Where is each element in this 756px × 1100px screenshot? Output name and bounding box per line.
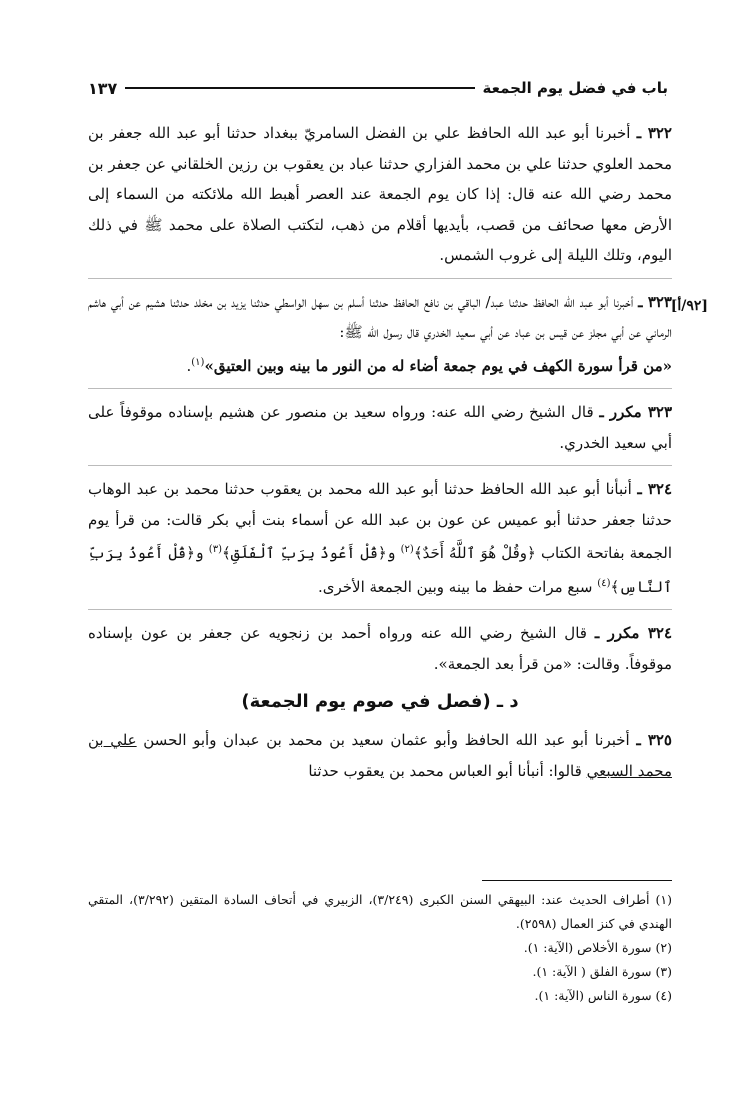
- hadith-text: أنبأنا أبو عبد الله الحافظ حدثنا أبو عبد الله محمد بن يعقوب حدثنا محمد بن عبد الوهاب حدثنا جعفر حدثنا أبو عميس عن عون بن عبد الله عن أسماء بنت أبي بكر قالت: من قرأ يوم الجمعة بفاتحة الكتاب: [88, 480, 672, 562]
- conjunction: و: [386, 544, 396, 562]
- hadith-number: ٣٢٢ ـ: [636, 124, 672, 142]
- prophetic-quote: «من قرأ سورة الكهف في يوم جمعة أضاء له من النور ما بينه وبين العتيق»: [204, 356, 672, 375]
- paragraph-divider: [88, 465, 672, 466]
- hadith-323: [88, 287, 708, 382]
- footnote: (١) أطراف الحديث عند: البيهقي السنن الكبرى (٣/٢٤٩)، الزبيري في أتحاف السادة المتقين (٣/٢٩٢)، المتقي الهندي في كنز العمال (٢٥٩٨).: [88, 892, 672, 931]
- hadith-text: قال الشيخ رضي الله عنه ورواه أحمد بن زنجويه عن جعفر بن عون بإسناده موقوفاً. وقالت: «من قرأ بعد الجمعة».: [88, 624, 672, 673]
- hadith-text: سبع مرات حفظ ما بينه وبين الجمعة الأخرى.: [317, 577, 593, 596]
- footnote-ref: (١): [191, 356, 205, 368]
- header-rule: [125, 87, 474, 89]
- footnote-ref: (٢): [400, 544, 414, 555]
- hadith-text: قال الشيخ رضي الله عنه: ورواه سعيد بن منصور عن هشيم بإسناده موقوفاً على أبي سعيد الخدري.: [88, 403, 672, 452]
- hadith-324: [88, 474, 672, 602]
- page-number: ١٣٧: [88, 78, 118, 98]
- footnote-rule: [482, 880, 672, 881]
- running-header: [88, 74, 668, 102]
- quran-verse: ﴿قُلْ أَعُوذُ بِرَبِّ ٱلْفَلَقِ﴾: [221, 544, 387, 562]
- hadith-number: ٣٢٥ ـ: [636, 731, 672, 749]
- hadith-number: ٣٢٣ مكرر ـ: [599, 403, 672, 421]
- footnotes: [88, 888, 672, 1008]
- quote-end: .: [186, 356, 192, 375]
- hadith-text: قالوا: أنبأنا أبو العباس محمد بن يعقوب حدثنا: [308, 761, 582, 780]
- conjunction: و: [194, 544, 204, 562]
- footnote: (٤) سورة الناس (الآية: ١).: [534, 988, 672, 1003]
- hadith-323-repeat: [88, 397, 672, 458]
- chapter-title: باب في فضل يوم الجمعة: [482, 79, 668, 97]
- manuscript-folio-mark: [٩٢/أ]: [670, 297, 708, 314]
- underlined-narrator: علي بن محمد السبعي: [88, 731, 672, 780]
- hadith-text: أخبرنا أبو عبد الله الحافظ حدثنا عبد/ الباقي بن نافع الحافظ حدثنا أسلم بن سهل الواسطي حدثنا يزيد بن مخلد حدثنا هشيم عن أبي هاشم الرماني عن أبي مجلز عن قيس بن عباد عن أبي سعيد الخدري قال رسول الله ﷺ:: [88, 292, 672, 341]
- hadith-number: ٣٢٣ ـ: [638, 292, 672, 311]
- main-text: [88, 118, 708, 786]
- paragraph-divider: [88, 278, 672, 279]
- hadith-number: ٣٢٤ مكرر ـ: [594, 624, 672, 642]
- hadith-325: [88, 725, 672, 786]
- paragraph-divider: [88, 388, 672, 389]
- footnote: (٣) سورة الفلق ( الآية: ١).: [532, 964, 672, 979]
- hadith-322: [88, 118, 672, 271]
- quran-verse: ﴿وقُلْ هُوَ ٱللَّهُ أَحَدٌ﴾: [413, 544, 536, 562]
- footnote: (٢) سورة الأخلاص (الآية: ١).: [523, 940, 672, 955]
- quran-verse: ﴿قُلْ أَعُوذُ بِرَبِّ ٱلنَّاسِ﴾: [88, 544, 672, 596]
- section-heading: د ـ (فصل في صوم يوم الجمعة): [241, 691, 519, 712]
- paragraph-divider: [88, 609, 672, 610]
- footnote-ref: (٣): [208, 544, 222, 555]
- hadith-324-repeat: [88, 618, 672, 679]
- hadith-number: ٣٢٤ ـ: [637, 480, 672, 498]
- footnote-ref: (٤): [597, 577, 611, 589]
- hadith-text: أخبرنا أبو عبد الله الحافظ علي بن الفضل السامريّ ببغداد حدثنا أبو عبد الله جعفر بن محمد العلوي حدثنا علي بن محمد الفزاري حدثنا عباد بن يعقوب بن رزين الخلقاني عن جعفر بن محمد رضي الله عنه قال: إذا كان يوم الجمعة عند العصر أهبط الله ملائكته من السماء إلى الأرض معها صحائف من قصب، بأيديها أقلام من ذهب، لتكتب الصلاة على محمد ﷺ في ذلك اليوم، وتلك الليلة إلى غروب الشمس.: [88, 124, 672, 264]
- hadith-text: أخبرنا أبو عبد الله الحافظ وأبو عثمان سعيد بن محمد بن عبدان وأبو الحسن: [143, 731, 630, 749]
